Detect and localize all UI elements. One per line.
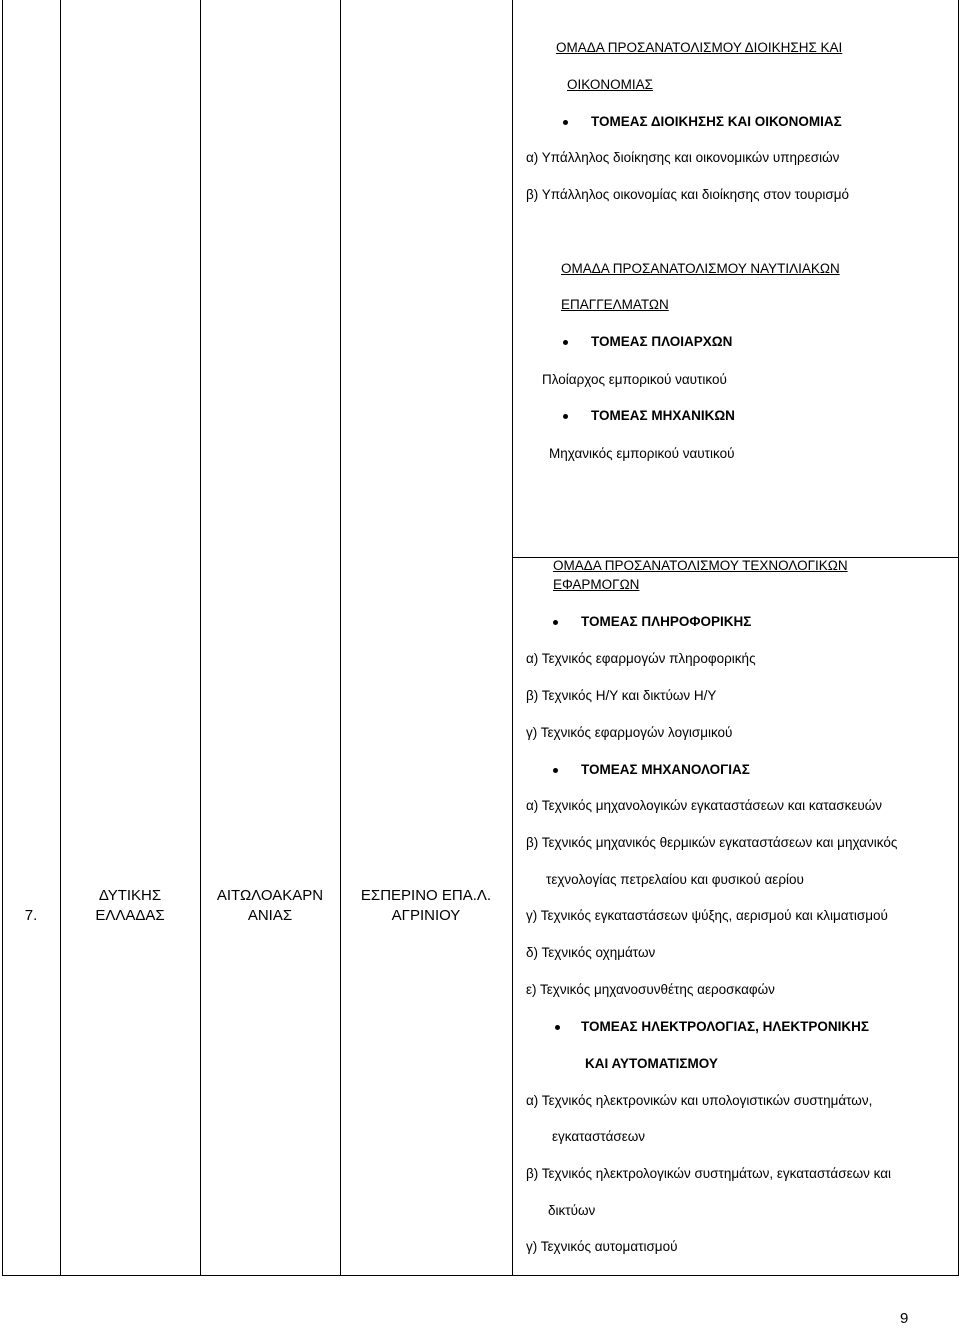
region-cell (60, 886, 200, 926)
prefecture-line1: ΑΙΤΩΛΟΑΚΑΡΝ (216, 887, 324, 904)
group2-title-line1: ΟΜΑΔΑ ΠΡΟΣΑΝΑΤΟΛΙΣΜΟΥ ΝΑΥΤΙΛΙΑΚΩΝ (561, 261, 840, 276)
mech-item-b: β) Τεχνικός μηχανικός θερμικών εγκαταστάσεων και μηχανικός (526, 835, 898, 850)
group2-sector2: ΤΟΜΕΑΣ ΜΗΧΑΝΙΚΩΝ (591, 408, 735, 423)
it-item-c: γ) Τεχνικός εφαρμογών λογισμικού (526, 725, 733, 740)
group3-sector-elec-line1: ΤΟΜΕΑΣ ΗΛΕΚΤΡΟΛΟΓΙΑΣ, ΗΛΕΚΤΡΟΝΙΚΗΣ (581, 1019, 869, 1034)
bullet-icon (563, 414, 568, 419)
group1-title-line1: ΟΜΑΔΑ ΠΡΟΣΑΝΑΤΟΛΙΣΜΟΥ ΔΙΟΙΚΗΣΗΣ ΚΑΙ (556, 40, 843, 55)
bullet-icon (553, 620, 558, 625)
elec-item-b-cont: δικτύων (548, 1203, 596, 1218)
group2-sector2-item: Μηχανικός εμπορικού ναυτικού (549, 446, 735, 461)
elec-item-c: γ) Τεχνικός αυτοματισμού (526, 1239, 678, 1254)
prefecture-line2: ΑΝΙΑΣ (247, 907, 293, 924)
bullet-icon (553, 768, 558, 773)
elec-item-b: β) Τεχνικός ηλεκτρολογικών συστημάτων, εγκαταστάσεων και (526, 1166, 892, 1181)
group1-sector: ΤΟΜΕΑΣ ΔΙΟΙΚΗΣΗΣ ΚΑΙ ΟΙΚΟΝΟΜΙΑΣ (591, 114, 842, 129)
group1-item-b: β) Υπάλληλος οικονομίας και διοίκησης στον τουρισμό (526, 187, 850, 202)
group2-sector1: ΤΟΜΕΑΣ ΠΛΟΙΑΡΧΩΝ (591, 334, 733, 349)
group2-sector1-item: Πλοίαρχος εμπορικού ναυτικού (542, 372, 727, 387)
mech-item-d: δ) Τεχνικός οχημάτων (526, 945, 656, 960)
region-line1: ΔΥΤΙΚΗΣ (98, 887, 162, 904)
group2-title-line2: ΕΠΑΓΓΕΛΜΑΤΩΝ (561, 297, 669, 312)
mech-item-a: α) Τεχνικός μηχανολογικών εγκαταστάσεων και κατασκευών (526, 798, 883, 813)
page-number: 9 (900, 1310, 909, 1327)
group3-title-line1: ΟΜΑΔΑ ΠΡΟΣΑΝΑΤΟΛΙΣΜΟΥ ΤΕΧΝΟΛΟΓΙΚΩΝ (553, 558, 848, 573)
group3-sector-it: ΤΟΜΕΑΣ ΠΛΗΡΟΦΟΡΙΚΗΣ (581, 614, 752, 629)
prefecture-cell (200, 886, 340, 926)
region-line2: ΕΛΛΑΔΑΣ (95, 907, 165, 924)
bullet-icon (563, 340, 568, 345)
group1-title-line2: ΟΙΚΟΝΟΜΙΑΣ (567, 77, 653, 92)
table-border-col2 (200, 0, 201, 1276)
group3-title-line2: ΕΦΑΡΜΟΓΩΝ (553, 577, 640, 592)
table-border-left (2, 0, 3, 1276)
bullet-icon (555, 1025, 560, 1030)
table-border-col4 (512, 0, 513, 1276)
mech-item-b-cont: τεχνολογίας πετρελαίου και φυσικού αερίου (546, 872, 804, 887)
table-border-col3 (340, 0, 341, 1276)
bullet-icon (563, 120, 568, 125)
table-border-bottom (2, 1275, 959, 1276)
elec-item-a-cont: εγκαταστάσεων (552, 1129, 646, 1144)
school-cell (340, 886, 512, 926)
it-item-a: α) Τεχνικός εφαρμογών πληροφορικής (526, 651, 756, 666)
table-border-right (958, 0, 959, 1276)
elec-item-a: α) Τεχνικός ηλεκτρονικών και υπολογιστικών συστημάτων, (526, 1093, 873, 1108)
mech-item-e: ε) Τεχνικός μηχανοσυνθέτης αεροσκαφών (526, 982, 775, 997)
group3-sector-elec-line2: ΚΑΙ ΑΥΤΟΜΑΤΙΣΜΟΥ (585, 1056, 718, 1071)
table-border-col1 (60, 0, 61, 1276)
mech-item-c: γ) Τεχνικός εγκαταστάσεων ψύξης, αερισμού και κλιματισμού (526, 908, 888, 923)
group1-item-a: α) Υπάλληλος διοίκησης και οικονομικών υπηρεσιών (526, 150, 840, 165)
it-item-b: β) Τεχνικός Η/Υ και δικτύων Η/Υ (526, 688, 717, 703)
school-line1: ΕΣΠΕΡΙΝΟ ΕΠΑ.Λ. (360, 887, 492, 904)
group3-sector-mech: ΤΟΜΕΑΣ ΜΗΧΑΝΟΛΟΓΙΑΣ (581, 762, 750, 777)
row-number: 7. (24, 907, 38, 924)
school-line2: ΑΓΡΙΝΙΟΥ (391, 907, 461, 924)
